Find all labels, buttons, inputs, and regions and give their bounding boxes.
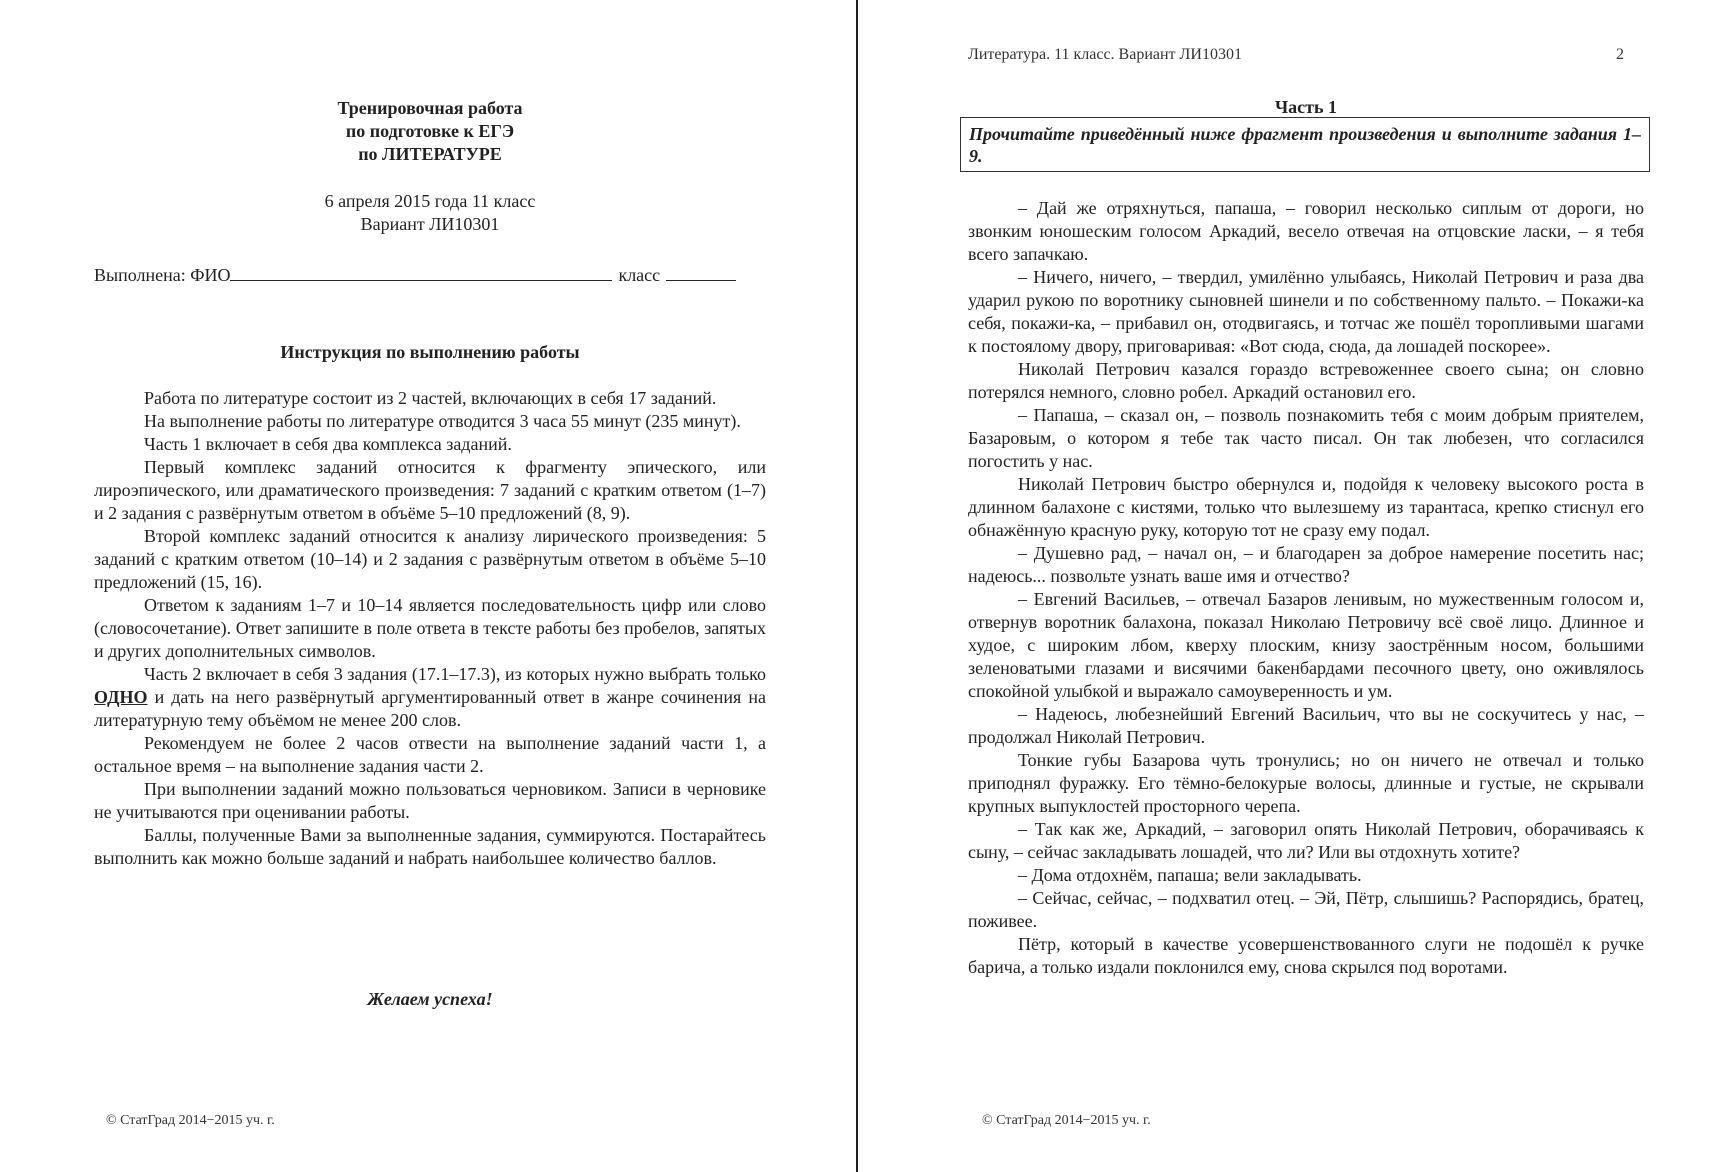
- excerpt-paragraph: Николай Петрович казался гораздо встревоженнее своего сына; он словно потерялся немного, словно робел. Аркадий остановил его.: [968, 359, 1644, 402]
- variant-line: Вариант ЛИ10301: [360, 214, 500, 234]
- part2-text-before: Часть 2 включает в себя 3 задания (17.1–17.3), из которых нужно выбрать только: [144, 664, 766, 684]
- excerpt-paragraph: – Сейчас, сейчас, – подхватил отец. – Эй, Пётр, слышишь? Распорядись, братец, поживее.: [968, 888, 1644, 931]
- instruction-paragraph: Второй комплекс заданий относится к анализу лирического произведения: 5 заданий с кратким ответом (10–14) и 2 задания с развёрнутым ответом в объёме 5–10 предложений (15, 16).: [94, 526, 766, 592]
- copyright-footer: © СтатГрад 2014−2015 уч. г.: [106, 1113, 275, 1128]
- instruction-paragraph: Ответом к заданиям 1–7 и 10–14 является последовательность цифр или слово (словосочетание). Ответ запишите в поле ответа в тексте работы без пробелов, запятых и других дополнительных символов.: [94, 595, 766, 661]
- instruction-paragraph: Часть 1 включает в себя два комплекса заданий.: [144, 434, 512, 454]
- excerpt-paragraph: Тонкие губы Базарова чуть тронулись; но он ничего не отвечал и только приподнял фуражку. Его тёмно-белокурые волосы, длинные и густые, не скрывали крупных выпуклостей просторного черепа.: [968, 750, 1644, 816]
- date-block: [94, 190, 766, 236]
- instruction-paragraph: Баллы, полученные Вами за выполненные задания, суммируются. Постарайтесь выполнить как можно больше заданий и набрать наибольшее количество баллов.: [94, 825, 766, 868]
- fio-label: Выполнена: ФИО: [94, 265, 231, 285]
- instruction-paragraph-part2: [94, 663, 766, 732]
- excerpt-paragraph: Николай Петрович быстро обернулся и, подойдя к человеку высокого роста в длинном балахоне с кистями, только что вылезшему из тарантаса, крепко стиснул его обнажённую красную руку, которую тот не сразу ему подал.: [968, 474, 1644, 540]
- good-luck-wish: Желаем успеха!: [367, 989, 493, 1009]
- document-title: [94, 97, 766, 166]
- literary-excerpt: [968, 197, 1644, 979]
- instruction-paragraph: При выполнении заданий можно пользоваться черновиком. Записи в черновике не учитываются при оценивании работы.: [94, 779, 766, 822]
- class-label: класс: [618, 265, 661, 285]
- excerpt-paragraph: – Дай же отряхнуться, папаша, – говорил несколько сиплым от дороги, но звонким юношеским голосом Аркадий, весело отвечая на отцовские ласки, – я тебя всего запачкаю.: [968, 198, 1644, 264]
- excerpt-paragraph: Пётр, который в качестве усовершенствованного слуги не подошёл к ручке барича, а только издали поклонился ему, снова скрылся под воротами.: [968, 934, 1644, 977]
- excerpt-paragraph: – Папаша, – сказал он, – позволь познакомить тебя с моим добрым приятелем, Базаровым, о котором я тебе так часто писал. Он так любезен, что согласился погостить у нас.: [968, 405, 1644, 471]
- excerpt-paragraph: – Ничего, ничего, – твердил, умилённо улыбаясь, Николай Петрович и раза два ударил рукою по воротнику сыновней шинели и по собственному пальто. – Покажи-ка себя, покажи-ка, – прибавил он, отодвигаясь, и тотчас же пошёл торопливыми шагами к постоялому двору, приговаривая: «Вот сюда, сюда, да лошадей поскорее».: [968, 267, 1644, 356]
- instructions-body: [94, 387, 766, 870]
- instruction-paragraph: Работа по литературе состоит из 2 частей, включающих в себя 17 заданий.: [144, 388, 717, 408]
- content-page: [858, 0, 1714, 1172]
- excerpt-paragraph: – Дома отдохнём, папаша; вели закладывать.: [1018, 865, 1362, 885]
- running-header: Литература. 11 класс. Вариант ЛИ10301: [968, 46, 1242, 63]
- task-instruction-box: Прочитайте приведённый ниже фрагмент произведения и выполните задания 1–9.: [960, 117, 1650, 172]
- title-line: по подготовке к ЕГЭ: [345, 121, 515, 141]
- date-line: 6 апреля 2015 года 11 класс: [324, 191, 536, 211]
- part2-emphasis: ОДНО: [94, 687, 148, 707]
- instructions-heading: Инструкция по выполнению работы: [280, 342, 580, 362]
- title-line: Тренировочная работа: [337, 98, 523, 118]
- excerpt-paragraph: – Душевно рад, – начал он, – и благодарен за доброе намерение посетить нас; надеюсь... позвольте узнать ваше имя и отчество?: [968, 543, 1644, 586]
- part-title: Часть 1: [1274, 97, 1338, 117]
- excerpt-paragraph: – Так как же, Аркадий, – заговорил опять Николай Петрович, оборачиваясь к сыну, – сейчас закладывать лошадей, что ли? Или вы отдохнуть хотите?: [968, 819, 1644, 862]
- fio-blank-field: [230, 264, 612, 281]
- excerpt-paragraph: – Надеюсь, любезнейший Евгений Васильич, что вы не соскучитесь у нас, – продолжал Николай Петрович.: [968, 704, 1644, 747]
- title-page: [0, 0, 856, 1172]
- part2-text-after: и дать на него развёрнутый аргументированный ответ в жанре сочинения на литературную тему объёмом не менее 200 слов.: [94, 687, 766, 730]
- fio-row: [94, 264, 736, 287]
- instruction-paragraph: На выполнение работы по литературе отводится 3 часа 55 минут (235 минут).: [144, 411, 741, 431]
- copyright-footer: © СтатГрад 2014−2015 уч. г.: [982, 1113, 1151, 1128]
- title-line: по ЛИТЕРАТУРЕ: [358, 144, 502, 164]
- class-blank-field: [666, 264, 736, 281]
- instruction-paragraph: Рекомендуем не более 2 часов отвести на выполнение заданий части 1, а остальное время – на выполнение задания части 2.: [94, 733, 766, 776]
- excerpt-paragraph: – Евгений Васильев, – отвечал Базаров ленивым, но мужественным голосом и, отвернув воротник балахона, показал Николаю Петровичу всё своё лицо. Длинное и худое, с широким лбом, кверху плоским, книзу заострённым носом, большими зеленоватыми глазами и висячими бакенбардами песочного цвету, оно оживлялось спокойной улыбкой и выражало самоуверенность и ум.: [968, 589, 1644, 701]
- page-number: 2: [1616, 46, 1624, 63]
- instruction-paragraph: Первый комплекс заданий относится к фрагменту эпического, или лироэпического, или драматического произведения: 7 заданий с кратким ответом (1–7) и 2 задания с развёрнутым ответом в объёме 5–10 предложений (8, 9).: [94, 457, 766, 523]
